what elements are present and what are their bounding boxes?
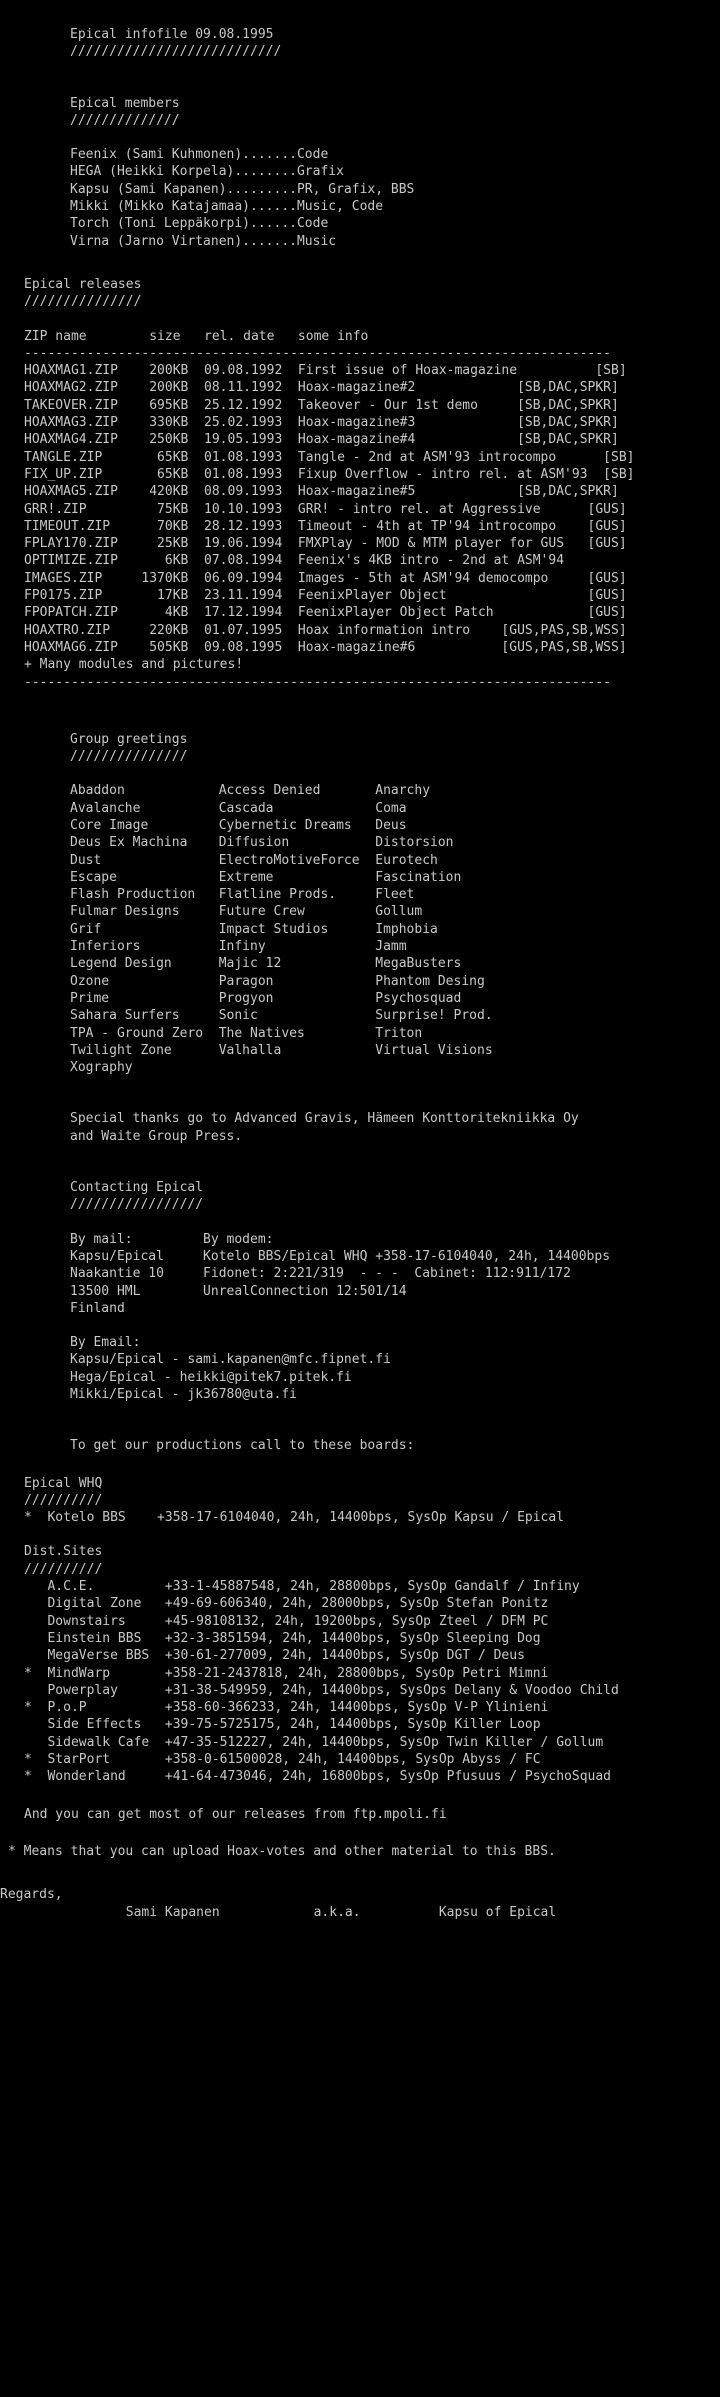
greeting-row: Legend Design Majic 12 MegaBusters (70, 956, 462, 972)
release-row: TAKEOVER.ZIP 695KB 25.12.1992 Takeover - Our 1st demo [SB,DAC,SPKR] (24, 397, 619, 413)
greeting-row: Flash Production Flatline Prods. Fleet (70, 887, 415, 903)
greeting-row: Abaddon Access Denied Anarchy (70, 783, 431, 799)
spacer (0, 1860, 720, 1886)
dist-board-line: Powerplay +31-38-549959, 24h, 14400bps, SysOps Delany & Voodoo Child (24, 1682, 619, 1698)
greeting-row: Dust ElectroMotiveForce Eurotech (70, 852, 438, 868)
greeting-row: Deus Ex Machina Diffusion Distorsion (70, 835, 454, 851)
dist-board-line: Side Effects +39-75-5725175, 24h, 14400bps, SysOp Killer Loop (24, 1717, 541, 1733)
boards-intro: To get our productions call to these boards: (70, 1438, 415, 1454)
greeting-row: Twilight Zone Valhalla Virtual Visions (70, 1042, 493, 1058)
release-row: FP0175.ZIP 17KB 23.11.1994 FeenixPlayer Object [GUS] (24, 588, 627, 604)
releases-rule-bottom: --------------------------------------------------------------------------- (24, 674, 611, 690)
whq-heading: Epical WHQ (24, 1475, 103, 1491)
dist-heading: Dist.Sites (24, 1544, 103, 1560)
greeting-row: Sahara Surfers Sonic Surprise! Prod. (70, 1008, 493, 1024)
release-row: HOAXMAG1.ZIP 200KB 09.08.1992 First issue of Hoax-magazine [SB] (24, 363, 627, 379)
email-line: Mikki/Epical - jk36780@uta.fi (70, 1387, 297, 1402)
release-row: HOAXTRO.ZIP 220KB 01.07.1995 Hoax information intro [GUS,PAS,SB,WSS] (24, 622, 627, 638)
asterisk-note: * Means that you can upload Hoax-votes and other material to this BBS. (8, 1843, 556, 1859)
release-row: HOAXMAG5.ZIP 420KB 08.09.1993 Hoax-magazine#5 [SB,DAC,SPKR] (24, 484, 619, 500)
spacer (0, 311, 720, 328)
releases-table-header: ZIP name size rel. date some info (24, 328, 369, 344)
contact-line: Kapsu/Epical Kotelo BBS/Epical WHQ +358-17-6104040, 24h, 14400bps (70, 1248, 611, 1264)
greeting-row: Inferiors Infiny Jamm (70, 939, 407, 955)
release-row: TANGLE.ZIP 65KB 01.08.1993 Tangle - 2nd at ASM'93 introcompo [SB] (24, 449, 635, 465)
release-row: HOAXMAG2.ZIP 200KB 08.11.1992 Hoax-magazine#2 [SB,DAC,SPKR] (24, 380, 619, 396)
contact-line: Naakantie 10 Fidonet: 2:221/319 - - - Cabinet: 112:911/172 (70, 1266, 571, 1282)
release-row: HOAXMAG6.ZIP 505KB 09.08.1995 Hoax-magazine#6 [GUS,PAS,SB,WSS] (24, 639, 627, 655)
dist-board-line: Digital Zone +49-69-606340, 24h, 28000bps, SysOp Stefan Ponitz (24, 1596, 549, 1612)
greetings-heading-underline: /////////////// (70, 749, 188, 765)
spacer (0, 1526, 720, 1543)
dist-board-line: Einstein BBS +32-3-3851594, 24h, 14400bps, SysOp Sleeping Dog (24, 1630, 541, 1646)
dist-board-line: Sidewalk Cafe +47-35-512227, 24h, 14400bps, SysOp Twin Killer / Gollum (24, 1734, 604, 1750)
greeting-row: Prime Progyon Psychosquad (70, 990, 462, 1006)
email-line: Kapsu/Epical - sami.kapanen@mfc.fipnet.fi (70, 1352, 391, 1368)
whq-heading-underline: ////////// (24, 1492, 103, 1508)
member-line: Virna (Jarno Virtanen).......Music (70, 233, 337, 249)
dist-board-line: A.C.E. +33-1-45887548, 24h, 28800bps, SysOp Gandalf / Infiny (24, 1579, 580, 1595)
spacer (0, 61, 720, 95)
spacer (0, 1317, 720, 1334)
member-line: HEGA (Heikki Korpela)........Grafix (70, 164, 344, 180)
dist-board-line: Downstairs +45-98108132, 24h, 19200bps, SysOp Zteel / DFM PC (24, 1613, 549, 1629)
release-row: FPOPATCH.ZIP 4KB 17.12.1994 FeenixPlayer Object Patch [GUS] (24, 605, 627, 621)
releases-heading: Epical releases (24, 276, 142, 292)
dist-board-line: * StarPort +358-0-61500028, 24h, 14400bps, SysOp Abyss / FC (24, 1752, 541, 1768)
spacer (0, 1455, 720, 1475)
spacer (0, 1823, 720, 1843)
member-line: Feenix (Sami Kuhmonen).......Code (70, 147, 329, 163)
greeting-row: Xography (70, 1060, 133, 1076)
release-row: FIX_UP.ZIP 65KB 01.08.1993 Fixup Overflow - intro rel. at ASM'93 [SB] (24, 466, 635, 482)
contact-line: By mail: By modem: (70, 1231, 274, 1247)
dist-board-line: MegaVerse BBS +30-61-277009, 24h, 14400bps, SysOp DGT / Deus (24, 1648, 525, 1664)
whq-board-line: * Kotelo BBS +358-17-6104040, 24h, 14400bps, SysOp Kapsu / Epical (24, 1510, 565, 1526)
spacer (0, 1403, 720, 1437)
release-row: OPTIMIZE.ZIP 6KB 07.08.1994 Feenix's 4KB intro - 2nd at ASM'94 (24, 553, 565, 569)
document-title: Epical infofile 09.08.1995 (70, 27, 274, 42)
email-line: Hega/Epical - heikki@pitek7.pitek.fi (70, 1369, 352, 1385)
regards-line: Regards, (0, 1887, 63, 1903)
greeting-row: Fulmar Designs Future Crew Gollum (70, 904, 423, 920)
release-row: IMAGES.ZIP 1370KB 06.09.1994 Images - 5th at ASM'94 democompo [GUS] (24, 570, 627, 586)
releases-rule-top: --------------------------------------------------------------------------- (24, 345, 611, 361)
releases-heading-underline: /////////////// (24, 294, 142, 310)
member-line: Torch (Toni Leppäkorpi)......Code (70, 216, 329, 232)
email-line: By Email: (70, 1335, 141, 1351)
release-row: TIMEOUT.ZIP 70KB 28.12.1993 Timeout - 4th at TP'94 introcompo [GUS] (24, 518, 627, 534)
contact-line: Finland (70, 1300, 125, 1316)
contact-line: 13500 HML UnrealConnection 12:501/14 (70, 1283, 407, 1299)
greeting-row: Escape Extreme Fascination (70, 869, 462, 885)
document-title-underline: /////////////////////////// (70, 44, 282, 60)
greetings-heading: Group greetings (70, 731, 188, 747)
contact-heading-underline: ///////////////// (70, 1197, 204, 1213)
spacer (0, 1076, 720, 1110)
release-row: HOAXMAG4.ZIP 250KB 19.05.1993 Hoax-magazine#4 [SB,DAC,SPKR] (24, 432, 619, 448)
greeting-row: Ozone Paragon Phantom Desing (70, 973, 485, 989)
member-line: Kapsu (Sami Kapanen).........PR, Grafix, BBS (70, 181, 415, 197)
spacer (0, 765, 720, 782)
thanks-line: and Waite Group Press. (70, 1128, 243, 1144)
ftp-line: And you can get most of our releases from ftp.mpoli.fi (24, 1806, 447, 1822)
release-row: FPLAY170.ZIP 25KB 19.06.1994 FMXPlay - MOD & MTM player for GUS [GUS] (24, 536, 627, 552)
release-row-note: + Many modules and pictures! (24, 657, 244, 673)
greeting-row: TPA - Ground Zero The Natives Triton (70, 1025, 423, 1041)
thanks-line: Special thanks go to Advanced Gravis, Hämeen Konttoritekniikka Oy (70, 1111, 579, 1127)
release-row: GRR!.ZIP 75KB 10.10.1993 GRR! - intro rel. at Aggressive [GUS] (24, 501, 627, 517)
signature-line: Sami Kapanen a.k.a. Kapsu of Epical (24, 1904, 557, 1920)
greeting-row: Core Image Cybernetic Dreams Deus (70, 817, 407, 833)
release-row: HOAXMAG3.ZIP 330KB 25.02.1993 Hoax-magazine#3 [SB,DAC,SPKR] (24, 415, 619, 431)
spacer (0, 1786, 720, 1806)
dist-heading-underline: ////////// (24, 1561, 103, 1577)
spacer (0, 691, 720, 731)
spacer (0, 129, 720, 146)
spacer (0, 1214, 720, 1231)
spacer (0, 250, 720, 276)
dist-board-line: * P.o.P +358-60-366233, 24h, 14400bps, SysOp V-P Ylinieni (24, 1700, 549, 1716)
members-heading-underline: ////////////// (70, 112, 180, 128)
spacer (0, 1145, 720, 1179)
greeting-row: Grif Impact Studios Imphobia (70, 921, 438, 937)
members-heading: Epical members (70, 95, 180, 111)
contact-heading: Contacting Epical (70, 1180, 204, 1196)
dist-board-line: * MindWarp +358-21-2437818, 24h, 28800bps, SysOp Petri Mimni (24, 1665, 549, 1681)
greeting-row: Avalanche Cascada Coma (70, 800, 407, 816)
member-line: Mikki (Mikko Katajamaa)......Music, Code (70, 199, 384, 215)
dist-board-line: * Wonderland +41-64-473046, 24h, 16800bps, SysOp Pfusuus / PsychoSquad (24, 1769, 611, 1785)
